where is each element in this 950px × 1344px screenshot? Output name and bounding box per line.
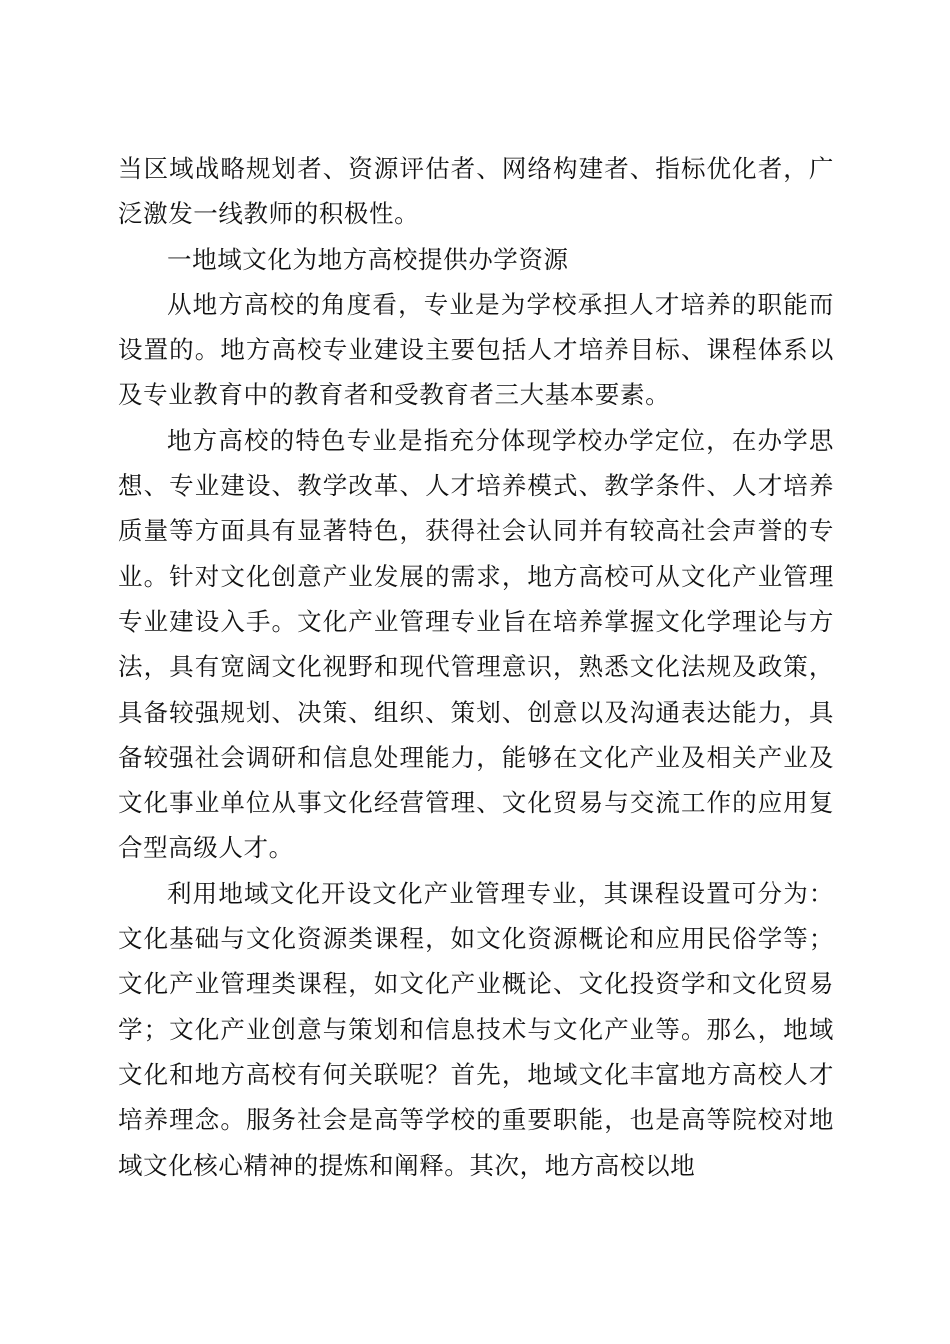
paragraph-continuation: 当区域战略规划者、资源评估者、网络构建者、指标优化者，广泛激发一线教师的积极性。 xyxy=(118,154,834,229)
paragraph-specialty-definition: 从地方高校的角度看，专业是为学校承担人才培养的职能而设置的。地方高校专业建设主要包括人才培养目标、课程体系以及专业教育中的教育者和受教育者三大基本要素。 xyxy=(118,289,834,410)
section-heading: 一地域文化为地方高校提供办学资源 xyxy=(167,244,569,274)
paragraph-curriculum: 利用地域文化开设文化产业管理专业，其课程设置可分为：文化基础与文化资源类课程，如文化资源概论和应用民俗学等；文化产业管理类课程，如文化产业概论、文化投资学和文化贸易学；文化产业创意与策划和信息技术与文化产业等。那么，地域文化和地方高校有何关联呢？首先，地域文化丰富地方高校人才培养理念。服务社会是高等学校的重要职能，也是高等院校对地域文化核心精神的提炼和阐释。其次，地方高校以地 xyxy=(118,878,834,1180)
paragraph-featured-majors: 地方高校的特色专业是指充分体现学校办学定位，在办学思想、专业建设、教学改革、人才培养模式、教学条件、人才培养质量等方面具有显著特色，获得社会认同并有较高社会声誉的专业。针对文化创意产业发展的需求，地方高校可从文化产业管理专业建设入手。文化产业管理专业旨在培养掌握文化学理论与方法，具有宽阔文化视野和现代管理意识，熟悉文化法规及政策，具备较强规划、决策、组织、策划、创意以及沟通表达能力，具备较强社会调研和信息处理能力，能够在文化产业及相关产业及文化事业单位从事文化经营管理、文化贸易与交流工作的应用复合型高级人才。 xyxy=(118,425,834,863)
document-page xyxy=(118,146,834,1188)
